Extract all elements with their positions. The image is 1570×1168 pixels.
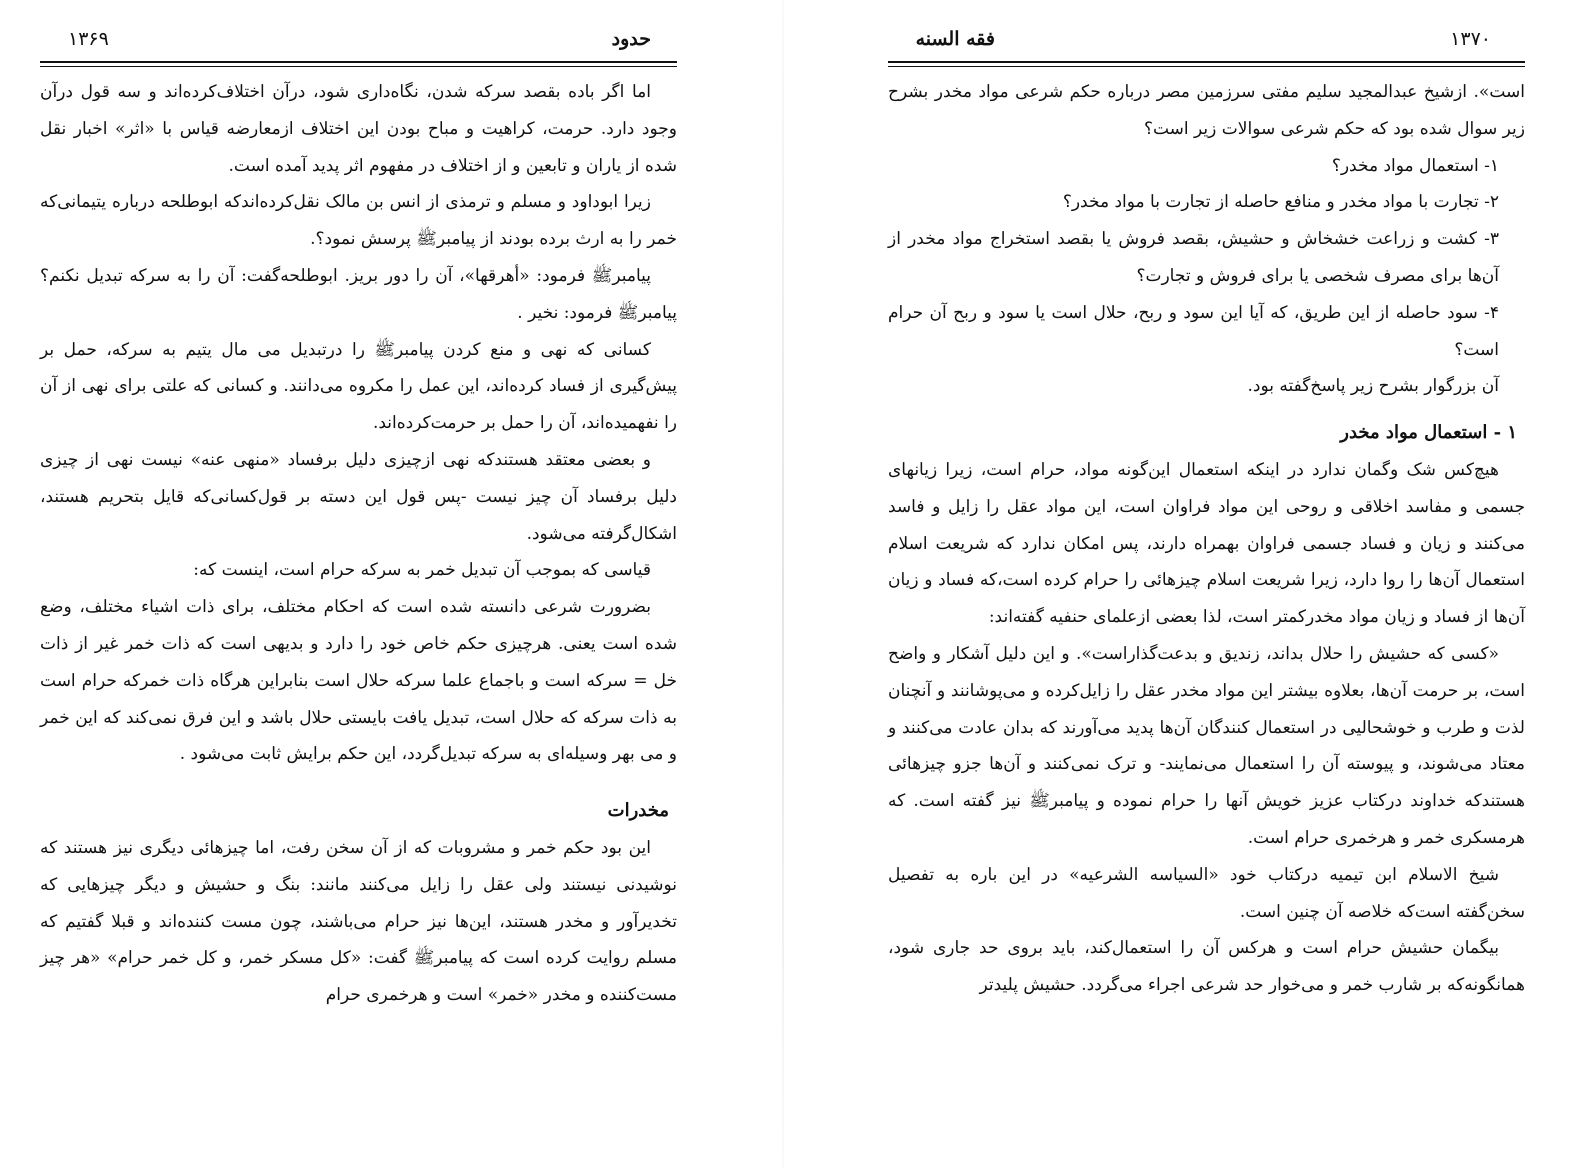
left-page bbox=[40, 0, 677, 1168]
right-page bbox=[888, 0, 1525, 1168]
page-header bbox=[40, 24, 677, 58]
paragraph: بیگمان حشیش حرام است و هرکس آن را استعمال‌کند، باید بروی حد جاری شود، همانگونه‌که بر شارب خمر و می‌خوار حد شرعی اجراء می‌گردد. حشیش پلیدتر bbox=[888, 938, 1525, 996]
question-item: ۱- استعمال مواد مخدر؟ bbox=[1331, 155, 1499, 176]
page-number: ۱۳۷۰ bbox=[1450, 28, 1491, 50]
header-rule-thin bbox=[888, 66, 1525, 67]
question-item: ۲- تجارت با مواد مخدر و منافع حاصله از تجارت با مواد مخدر؟ bbox=[1062, 192, 1499, 213]
header-rule bbox=[888, 61, 1525, 63]
page-header bbox=[888, 24, 1525, 58]
paragraph: کسانی که نهی و منع کردن پیامبرﷺ را درتبدیل می مال یتیم به سرکه، حمل بر پیش‌گیری از فساد کرده‌اند، این عمل را مکروه می‌دانند. و کسانی که علتی برای نهی از آن را نفهمیده‌اند، آن را حمل بر حرمت‌کرده‌اند. bbox=[40, 339, 677, 434]
paragraph: این بود حکم خمر و مشروبات که از آن سخن رفت، اما چیزهائی دیگری نیز هستند که نوشیدنی نیستند ولی عقل را زایل می‌کنند مانند: بنگ و حشیش و دیگر چیزهایی که تخدیرآور و مخدر هستند، این‌ها نیز حرام می‌باشند، چون مست کننده‌اند و قبلا گفتیم که مسلم روایت کرده است که پیامبرﷺ گفت: «کل مسکر خمر، و کل خمر حرام» «هر چیز مست‌کننده و مخدر «خمر» است و هرخمری حرام bbox=[40, 837, 677, 1006]
paragraph: هیچ‌کس شک وگمان ندارد در اینکه استعمال این‌گونه مواد، حرام است، زیرا زیانهای جسمی و مفاسد اخلاقی و روحی این مواد فراوان است، این مواد عقل را زایل و فاسد می‌کنند و زیان و فساد جسمی فراوان بهمراه دارند، پس امکان ندارد که شریعت اسلام استعمال آن‌ها را روا دارد، زیرا شریعت اسلام چیزهائی را حرام کرده است،که فساد و زیان آن‌ها از فساد و زیان مواد مخدرکمتر است، لذا بعضی ازعلمای حنفیه گفته‌اند: bbox=[888, 459, 1525, 628]
header-rule bbox=[40, 61, 677, 63]
paragraph: «کسی که حشیش را حلال بداند، زندیق و بدعت‌گذاراست». و این دلیل آشکار و واضح است، بر حرمت آن‌ها، بعلاوه بیشتر این مواد مخدر عقل را زایل‌کرده و می‌پوشانند و آنچنان لذت و طرب و خوشحالیی در استعمال کنندگان آن‌ها پدید می‌آورند که بدان عادت می‌کنند و معتاد می‌شوند، و پیوسته آن را استعمال می‌نمایند- و ترک نمی‌کنند و آن‌ها جزو چیزهائی هستندکه خداوند درکتاب عزیز خویش آنها را حرام نموده و پیامبرﷺ نیز گفته است. که هرمسکری خمر و هرخمری حرام است. bbox=[888, 643, 1525, 848]
page-body bbox=[888, 74, 1525, 1004]
paragraph: زیرا ابوداود و مسلم و ترمذی از انس بن مالک نقل‌کرده‌اندکه ابوطلحه درباره یتیمانی‌که خمر را به ارث برده بودند از پیامبرﷺ پرسش نمود؟. bbox=[40, 192, 677, 250]
paragraph: بضرورت شرعی دانسته شده است که احکام مختلف، برای ذات اشیاء مختلف، وضع شده است یعنی. هرچیزی حکم خاص خود را دارد و بدیهی است که ذات خمر غیر از ذات خل = سرکه است و باجماع علما سرکه حلال است بنابراین هرگاه ذات خمرکه حرام است به ذات سرکه که حلال است، تبدیل یافت بایستی حلال باشد و این فرق نمی‌کند که این خمر و می بهر وسیله‌ای به سرکه تبدیل‌گردد، این حکم برایش ثابت می‌شود . bbox=[40, 597, 677, 765]
book-gutter bbox=[782, 0, 784, 1168]
page-running-title: حدود bbox=[611, 28, 651, 50]
header-rule-thin bbox=[40, 66, 677, 67]
paragraph: پیامبرﷺ فرمود: «أهرقها»، آن را دور بریز. ابوطلحه‌گفت: آن را به سرکه تبدیل نکنم؟ پیامبرﷺ فرمود: نخیر . bbox=[40, 265, 677, 323]
paragraph: آن بزرگوار بشرح زیر پاسخ‌گفته بود. bbox=[1247, 376, 1499, 397]
page-number: ۱۳۶۹ bbox=[68, 28, 109, 50]
paragraph: است». ازشیخ عبدالمجید سلیم مفتی سرزمین مصر درباره حکم شرعی مواد مخدر بشرح زیر سوال شده بود که حکم شرعی سوالات زیر است؟ bbox=[888, 82, 1525, 139]
section-heading: مخدرات bbox=[607, 800, 669, 822]
page-running-title: فقه السنه bbox=[915, 28, 995, 50]
paragraph: اما اگر باده بقصد سرکه شدن، نگاه‌داری شود، درآن اختلاف‌کرده‌اند و سه قول درآن وجود دارد. حرمت، کراهیت و مباح بودن این اختلاف ازمعارضه قیاس با «اثر» اخبار نقل شده از یاران و تابعین و از اختلاف در مفهوم اثر پدید آمده است. bbox=[40, 82, 677, 176]
paragraph: و بعضی معتقد هستندکه نهی ازچیزی دلیل برفساد «منهی عنه» نیست نهی از چیزی دلیل برفساد آن چیز نیست -پس قول این دسته بر قول‌کسانی‌که قایل بتحریم هستند، اشکال‌گرفته می‌شود. bbox=[40, 449, 677, 544]
section-heading: ۱ - استعمال مواد مخدر bbox=[1340, 422, 1517, 444]
paragraph: قیاسی که بموجب آن تبدیل خمر به سرکه حرام است، اینست که: bbox=[193, 560, 651, 581]
question-item: ۴- سود حاصله از این طریق، که آیا این سود و ربح، حلال است یا سود و ربح آن حرام است؟ bbox=[888, 302, 1499, 360]
page-body bbox=[40, 74, 677, 1014]
question-item: ۳- کشت و زراعت خشخاش و حشیش، بقصد فروش یا بقصد استخراج مواد مخدر از آن‌ها برای مصرف شخصی یا برای فروش و تجارت؟ bbox=[888, 229, 1499, 286]
paragraph: شیخ الاسلام ابن تیمیه درکتاب خود «السیاسه الشرعیه» در این باره به تفصیل سخن‌گفته است‌که خلاصه آن چنین است. bbox=[888, 864, 1525, 922]
